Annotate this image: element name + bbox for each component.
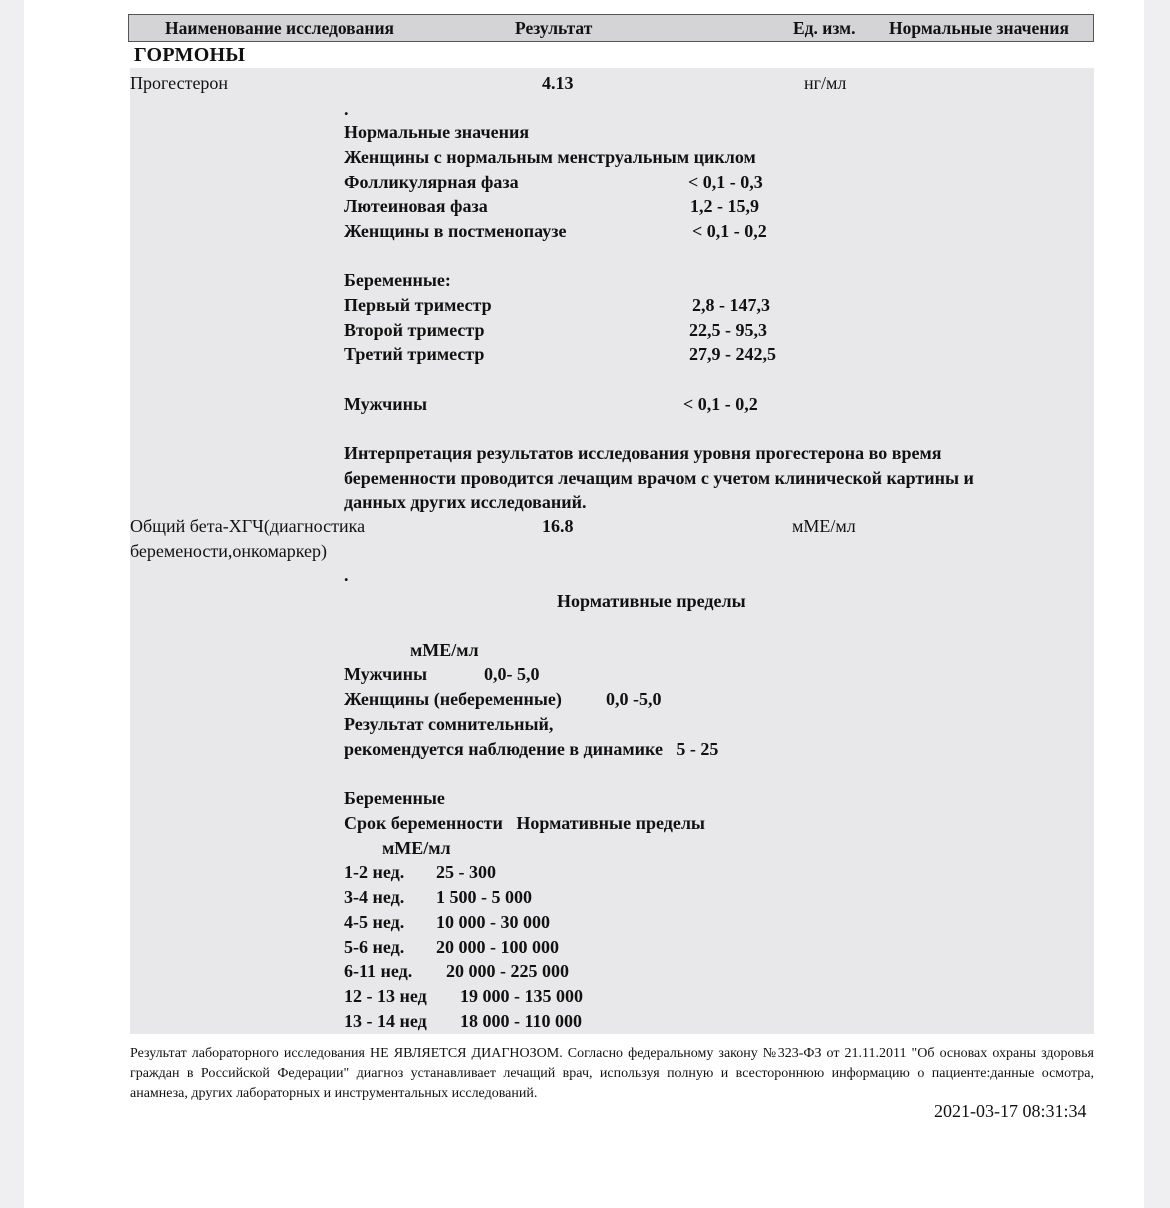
- ref-row-label: Третий триместр: [344, 344, 485, 364]
- ref-row-label: Лютеиновая фаза: [344, 196, 488, 216]
- disclaimer: Результат лабораторного исследования НЕ ЯВЛЯЕТСЯ ДИАГНОЗОМ. Согласно федеральному закону №323-ФЗ от 21.11.2011 "Об основах охраны здоровья граждан в Российской Федерации" диагноз устанавливает лечащий врач, используя полную и всестороннюю информацию о пациенте:данные осмотра, анамнеза, других лабораторных и инструментальных исследований.: [130, 1046, 1094, 1101]
- section-title: ГОРМОНЫ: [134, 44, 246, 66]
- test-name: Прогестерон: [130, 73, 229, 93]
- doubtful-line: Результат сомнительный,: [344, 714, 554, 734]
- timestamp: 2021-03-17 08:31:34: [934, 1101, 1087, 1121]
- ref-row-label: Мужчины: [344, 664, 428, 684]
- ref-row-value: 27,9 - 242,5: [689, 344, 776, 364]
- ref-row-value: 0,0 -5,0: [606, 689, 662, 709]
- ref-row-value: < 0,1 - 0,2: [683, 394, 758, 414]
- week-term: 13 - 14 нед: [344, 1011, 427, 1031]
- ref-row-value: 1,2 - 15,9: [690, 196, 759, 216]
- test-row-progesterone: [130, 68, 1094, 514]
- week-value: 19 000 - 135 000: [460, 986, 583, 1006]
- week-term: 1-2 нед.: [344, 862, 405, 882]
- header-norm: Нормальные значения: [889, 18, 1069, 38]
- week-value: 20 000 - 100 000: [436, 937, 559, 957]
- week-term: 6-11 нед.: [344, 961, 413, 981]
- note-dot: .: [344, 565, 349, 585]
- week-term: 4-5 нед.: [344, 912, 405, 932]
- header-result: Результат: [515, 18, 593, 38]
- ref-title: Нормальные значения: [344, 122, 530, 142]
- test-unit: мМЕ/мл: [792, 516, 856, 536]
- week-value: 1 500 - 5 000: [436, 887, 532, 907]
- week-value: 18 000 - 110 000: [460, 1011, 583, 1031]
- table-header: [128, 14, 1094, 42]
- header-unit: Ед. изм.: [793, 18, 856, 38]
- week-value: 20 000 - 225 000: [446, 961, 569, 981]
- ref-row-label: Женщины в постменопаузе: [344, 221, 567, 241]
- interpretation-line: данных других исследований.: [344, 492, 587, 512]
- week-term: 3-4 нед.: [344, 887, 405, 907]
- ref-title: Нормативные пределы: [557, 591, 746, 611]
- doubtful-line: рекомендуется наблюдение в динамике 5 - 25: [344, 739, 719, 759]
- ref-row-label: Фолликулярная фаза: [344, 172, 519, 192]
- ref-row-label: Первый триместр: [344, 295, 492, 315]
- pregnant-title: Беременные: [344, 788, 445, 808]
- week-value: 10 000 - 30 000: [436, 912, 550, 932]
- test-result: 4.13: [542, 73, 574, 93]
- header-name: Наименование исследования: [165, 18, 395, 38]
- ref-row-label: Второй триместр: [344, 320, 485, 340]
- week-value: 25 - 300: [436, 862, 496, 882]
- test-result: 16.8: [542, 516, 574, 536]
- report-page: [24, 0, 1144, 1208]
- test-name: беремености,онкомаркер): [130, 541, 328, 561]
- test-unit: нг/мл: [804, 73, 847, 93]
- ref-row-value: < 0,1 - 0,3: [688, 172, 763, 192]
- note-dot: .: [344, 99, 349, 119]
- ref-unit: мМЕ/мл: [410, 640, 479, 660]
- ref-row-label: Женщины (небеременные): [344, 689, 562, 709]
- table-unit: мМЕ/мл: [382, 838, 451, 858]
- test-name: Общий бета-ХГЧ(диагностика: [130, 516, 366, 536]
- ref-row-label: Мужчины: [344, 394, 428, 414]
- ref-row-value: 2,8 - 147,3: [692, 295, 770, 315]
- interpretation-line: Интерпретация результатов исследования уровня прогестерона во время: [344, 443, 942, 463]
- ref-row-value: 22,5 - 95,3: [689, 320, 767, 340]
- test-row-bhcg: [130, 514, 1094, 1034]
- ref-row-value: < 0,1 - 0,2: [692, 221, 767, 241]
- week-term: 12 - 13 нед: [344, 986, 427, 1006]
- ref-subtitle: Женщины с нормальным менструальным циклом: [344, 147, 756, 167]
- interpretation-line: беременности проводится лечащим врачом с учетом клинической картины и: [344, 468, 974, 488]
- week-term: 5-6 нед.: [344, 937, 405, 957]
- pregnant-title: Беременные:: [344, 270, 451, 290]
- ref-row-value: 0,0- 5,0: [484, 664, 540, 684]
- table-head: Срок беременности Нормативные пределы: [344, 813, 705, 833]
